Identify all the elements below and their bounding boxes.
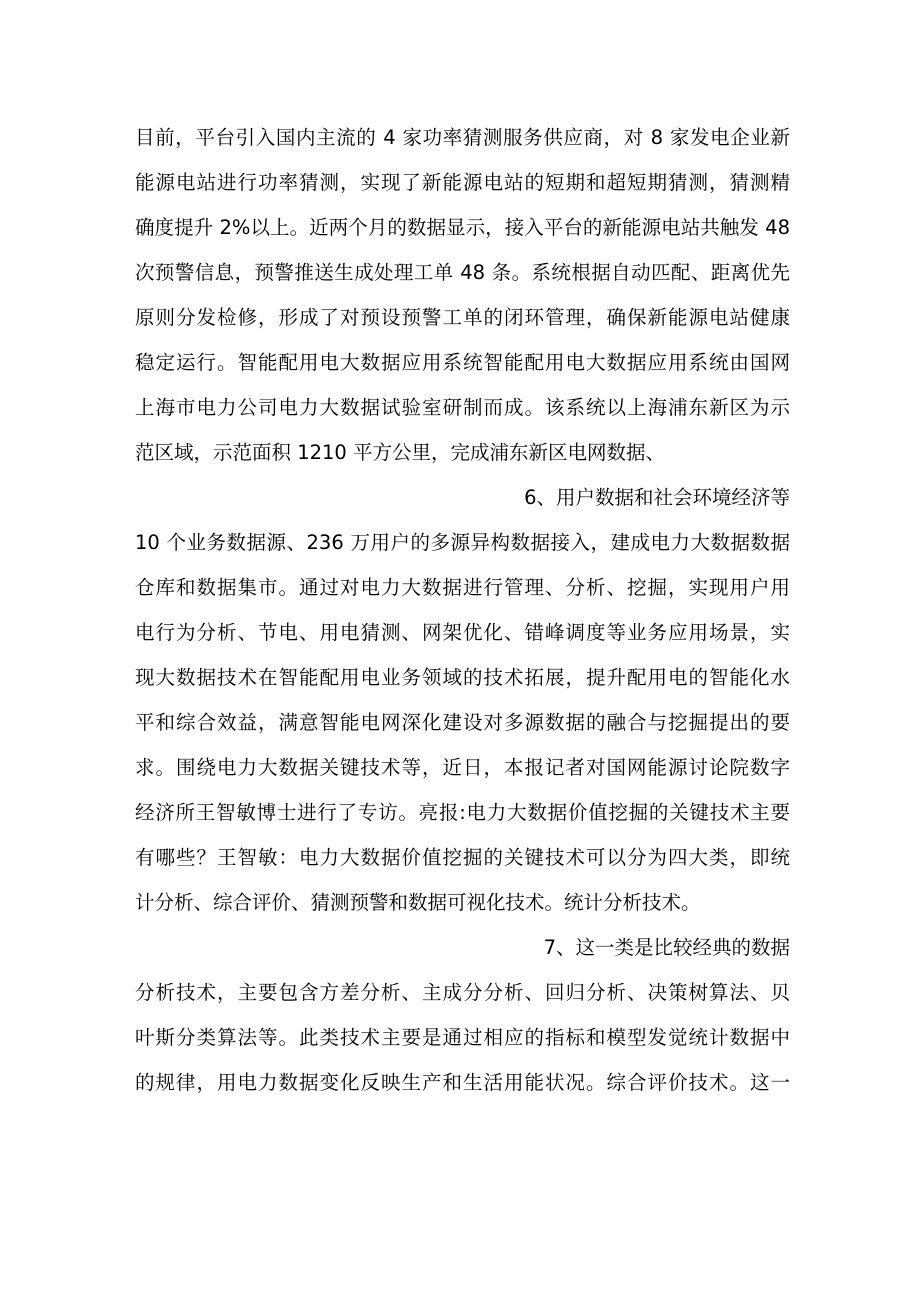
text-line: 平和综合效益，满意智能电网深化建设对多源数据的融合与挖掘提出的要 [135, 711, 790, 734]
text-line: 求。围绕电力大数据关键技术等，近日，本报记者对国网能源讨论院数字 [135, 756, 790, 779]
text-line: 叶斯分类算法等。此类技术主要是通过相应的指标和模型发觉统计数据中 [135, 1026, 790, 1049]
text-line: 确度提升 2%以上。近两个月的数据显示，接入平台的新能源电站共触发 48 [135, 216, 790, 239]
text-line: 上海市电力公司电力大数据试验室研制而成。该系统以上海浦东新区为示 [135, 396, 790, 419]
text-line: 经济所王智敏博士进行了专访。亮报:电力大数据价值挖掘的关键技术主要 [135, 801, 790, 824]
text-line: 的规律，用电力数据变化反映生产和生活用能状况。综合评价技术。这一 [135, 1071, 790, 1094]
text-line: 目前，平台引入国内主流的 4 家功率猜测服务供应商，对 8 家发电企业新 [135, 126, 790, 149]
section-heading-6: 6、用户数据和社会环境经济等 [524, 486, 790, 509]
text-line: 电行为分析、节电、用电猜测、网架优化、错峰调度等业务应用场景，实 [135, 621, 790, 644]
text-line: 有哪些？王智敏：电力大数据价值挖掘的关键技术可以分为四大类，即统 [135, 846, 790, 869]
text-line: 稳定运行。智能配用电大数据应用系统智能配用电大数据应用系统由国网 [135, 351, 790, 374]
text-line: 现大数据技术在智能配用电业务领域的技术拓展，提升配用电的智能化水 [135, 666, 790, 689]
text-line: 原则分发检修，形成了对预设预警工单的闭环管理，确保新能源电站健康 [135, 306, 790, 329]
text-line: 计分析、综合评价、猜测预警和数据可视化技术。统计分析技术。 [135, 891, 701, 914]
text-line: 10 个业务数据源、236 万用户的多源异构数据接入，建成电力大数据数据 [135, 531, 790, 554]
section-heading-7: 7、这一类是比较经典的数据 [543, 936, 790, 959]
document-body [135, 115, 790, 1105]
text-line: 分析技术，主要包含方差分析、主成分分析、回归分析、决策树算法、贝 [135, 981, 790, 1004]
text-line: 范区域，示范面积 1210 平方公里，完成浦东新区电网数据、 [135, 441, 666, 464]
text-line: 仓库和数据集市。通过对电力大数据进行管理、分析、挖掘，实现用户用 [135, 576, 790, 599]
text-line: 能源电站进行功率猜测，实现了新能源电站的短期和超短期猜测，猜测精 [135, 171, 790, 194]
text-line: 次预警信息，预警推送生成处理工单 48 条。系统根据自动匹配、距离优先 [135, 261, 790, 284]
